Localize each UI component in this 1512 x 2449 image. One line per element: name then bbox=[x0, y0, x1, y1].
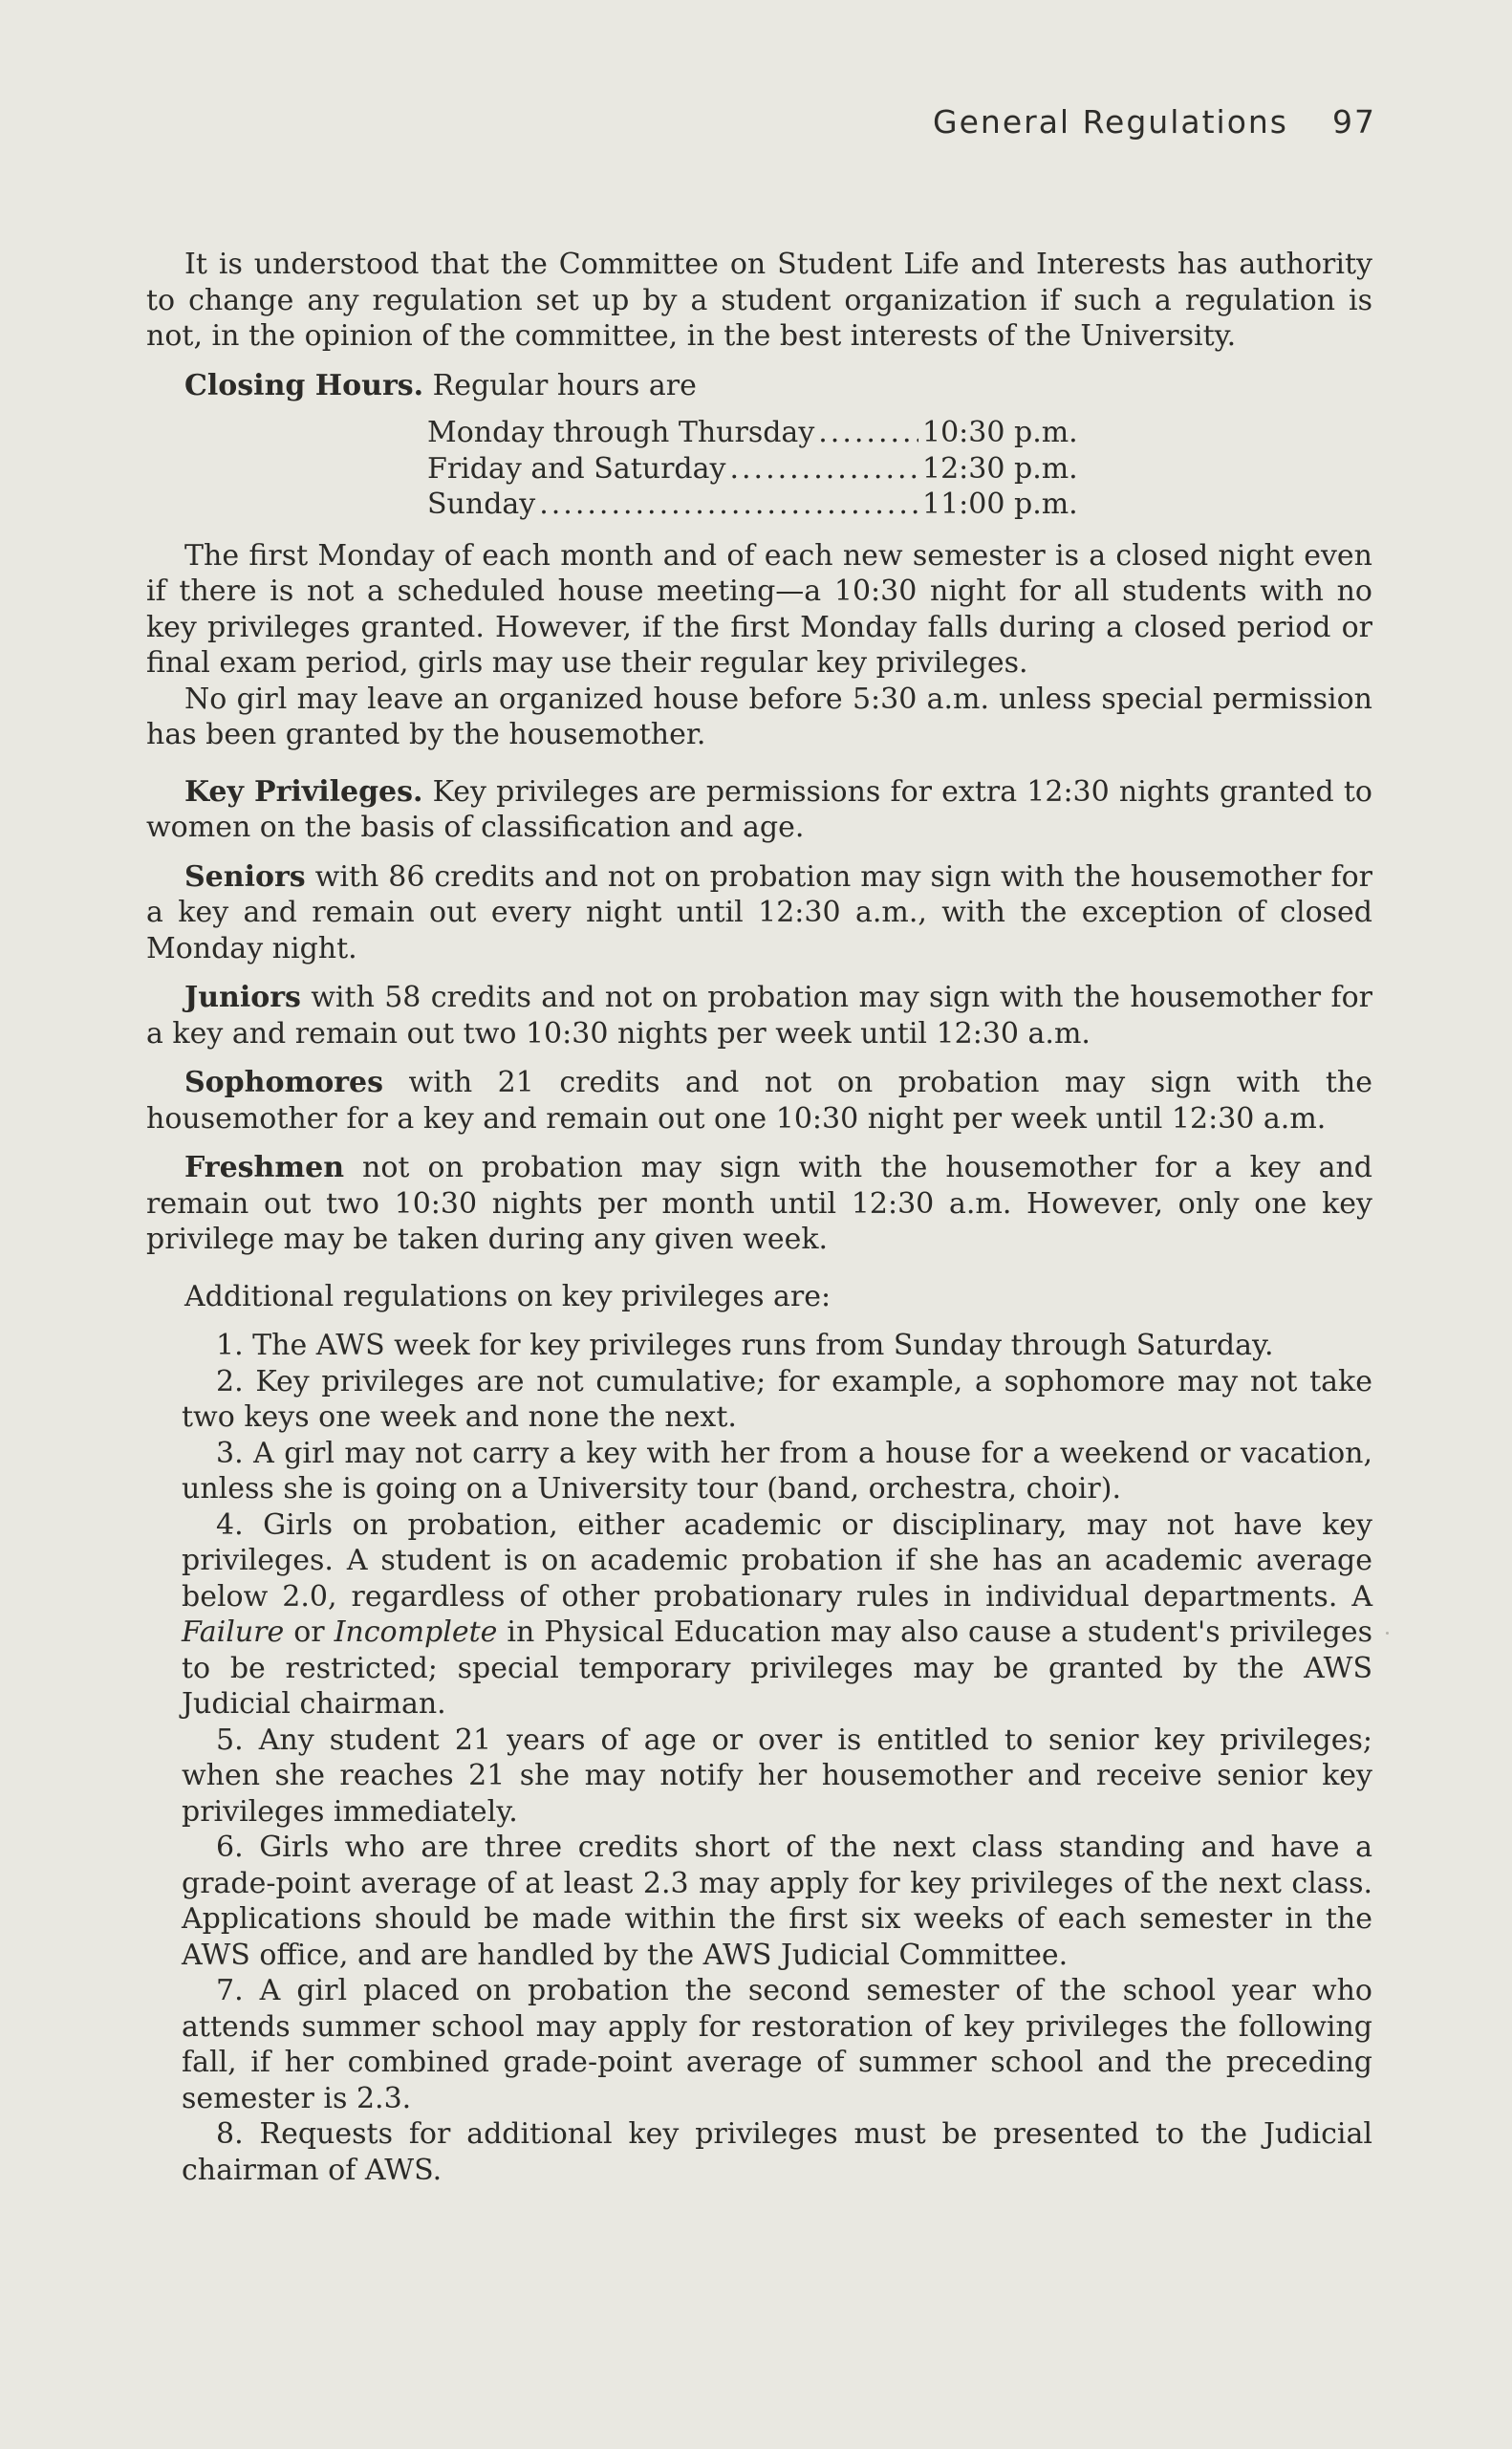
item-number: 1. bbox=[216, 1329, 244, 1362]
paper-speck bbox=[1386, 1632, 1389, 1635]
hours-table bbox=[427, 415, 1087, 523]
hours-row bbox=[427, 451, 1087, 488]
item-number: 4. bbox=[216, 1507, 244, 1542]
hours-day: Monday through Thursday bbox=[427, 416, 815, 449]
item-text: A girl may not carry a key with her from a house for a weekend or vacation, unless she is going on a University tour (band, orchestra, choir). bbox=[182, 1436, 1372, 1506]
item-number: 7. bbox=[216, 1974, 244, 2007]
key-privileges-text: Key privileges are permissions for extra 12:30 nights granted to women on the basis of classification and age. bbox=[146, 774, 1372, 844]
item-number: 8. bbox=[216, 2117, 244, 2151]
list-item bbox=[182, 1364, 1372, 1436]
item-number: 5. bbox=[216, 1723, 244, 1757]
list-item bbox=[182, 1830, 1372, 1973]
class-text: not on probation may sign with the housemother for a key and remain out two 10:30 nights per month until 12:30 a.m. However, only one key privilege may be taken during any given week. bbox=[146, 1151, 1372, 1256]
item-text: Requests for additional key privileges must be presented to the Judicial chairman of AWS. bbox=[182, 2117, 1372, 2187]
class-label: Seniors bbox=[184, 859, 306, 894]
list-item bbox=[182, 1723, 1372, 1831]
early-leave-paragraph: No girl may leave an organized house before 5:30 a.m. unless special permission has been granted by the housemother. bbox=[146, 682, 1372, 751]
class-text: with 21 credits and not on probation may sign with the housemother for a key and remain out one 10:30 night per week until 12:30 a.m. bbox=[146, 1066, 1372, 1136]
hours-time: 10:30 p.m. bbox=[922, 416, 1078, 449]
leader-dots bbox=[539, 487, 918, 523]
class-text: with 58 credits and not on probation may sign with the housemother for a key and remain out two 10:30 nights per week until 12:30 a.m. bbox=[146, 981, 1372, 1051]
item-number: 2. bbox=[216, 1364, 244, 1398]
list-item bbox=[182, 1973, 1372, 2116]
hours-row bbox=[427, 487, 1087, 523]
closing-hours-paragraph bbox=[146, 368, 1372, 404]
closing-hours-text: Regular hours are bbox=[432, 368, 697, 402]
running-header bbox=[918, 103, 1376, 141]
hours-time: 11:00 p.m. bbox=[922, 488, 1078, 521]
item-text: A girl placed on probation the second semester of the school year who attends summer school may apply for restoration of key privileges the following fall, if her combined grade-point average of summer school and the preceding semester is 2.3. bbox=[182, 1974, 1372, 2115]
item-text: The AWS week for key privileges runs from Sunday through Saturday. bbox=[252, 1329, 1274, 1362]
item-italic: Incomplete bbox=[334, 1615, 498, 1649]
juniors-paragraph bbox=[146, 980, 1372, 1051]
page-number: 97 bbox=[1332, 103, 1376, 141]
sophomores-paragraph bbox=[146, 1065, 1372, 1137]
list-item bbox=[182, 2116, 1372, 2188]
regulations-list bbox=[146, 1328, 1372, 2188]
header-title: General Regulations bbox=[933, 103, 1288, 141]
hours-day: Sunday bbox=[427, 488, 536, 521]
key-privileges-heading: Key Privileges. bbox=[184, 774, 423, 809]
list-item bbox=[182, 1436, 1372, 1507]
closing-hours-heading: Closing Hours. bbox=[184, 368, 424, 402]
closed-night-paragraph: The first Monday of each month and of each new semester is a closed night even if there is not a scheduled house meeting—a 10:30 night for all students with no key privileges granted. However, if the first Monday falls during a closed period or final exam period, girls may use their regular key privileges. bbox=[146, 538, 1372, 680]
leader-dots bbox=[729, 451, 918, 488]
class-text: with 86 credits and not on probation may sign with the housemother for a key and remain out every night until 12:30 a.m., with the exception of closed Monday night. bbox=[146, 859, 1372, 965]
item-number: 3. bbox=[216, 1436, 244, 1470]
item-text: Any student 21 years of age or over is entitled to senior key privileges; when she reaches 21 she may notify her housemother and receive senior key privileges immediately. bbox=[182, 1723, 1372, 1829]
item-text: Key privileges are not cumulative; for example, a sophomore may not take two keys one week and none the next. bbox=[182, 1364, 1372, 1434]
list-item bbox=[182, 1328, 1372, 1364]
item-text: Girls on probation, either academic or disciplinary, may not have key privileges. A student is on academic probation if she has an academic average below 2.0, regardless of other probationary rules in individual departments. A bbox=[182, 1507, 1372, 1614]
page-body bbox=[146, 247, 1372, 2188]
list-item bbox=[182, 1507, 1372, 1723]
hours-day: Friday and Saturday bbox=[427, 451, 726, 486]
item-italic: Failure bbox=[182, 1615, 285, 1649]
intro-paragraph: It is understood that the Committee on Student Life and Interests has authority to change any regulation set up by a student organization if such a regulation is not, in the opinion of the committee, in the best interests of the University. bbox=[146, 248, 1372, 353]
item-text: Girls who are three credits short of the next class standing and have a grade-point average of at least 2.3 may apply for key privileges of the next class. Applications should be made within the first six weeks of each semester in the AWS office, and are handled by the AWS Judicial Committee. bbox=[182, 1831, 1372, 1972]
class-label: Juniors bbox=[184, 981, 301, 1014]
class-label: Freshmen bbox=[184, 1151, 345, 1184]
item-number: 6. bbox=[216, 1831, 244, 1864]
leader-dots bbox=[818, 415, 918, 451]
freshmen-paragraph bbox=[146, 1150, 1372, 1258]
additional-intro: Additional regulations on key privileges are: bbox=[184, 1279, 832, 1313]
class-label: Sophomores bbox=[184, 1066, 384, 1099]
seniors-paragraph bbox=[146, 859, 1372, 967]
hours-row bbox=[427, 415, 1087, 451]
item-text: in Physical Education may also cause a student's privileges to be restricted; special temporary privileges may be granted by the AWS Judicial chairman. bbox=[182, 1615, 1372, 1721]
item-text: or bbox=[293, 1615, 325, 1649]
hours-time: 12:30 p.m. bbox=[922, 451, 1078, 486]
key-privileges-paragraph bbox=[146, 774, 1372, 846]
